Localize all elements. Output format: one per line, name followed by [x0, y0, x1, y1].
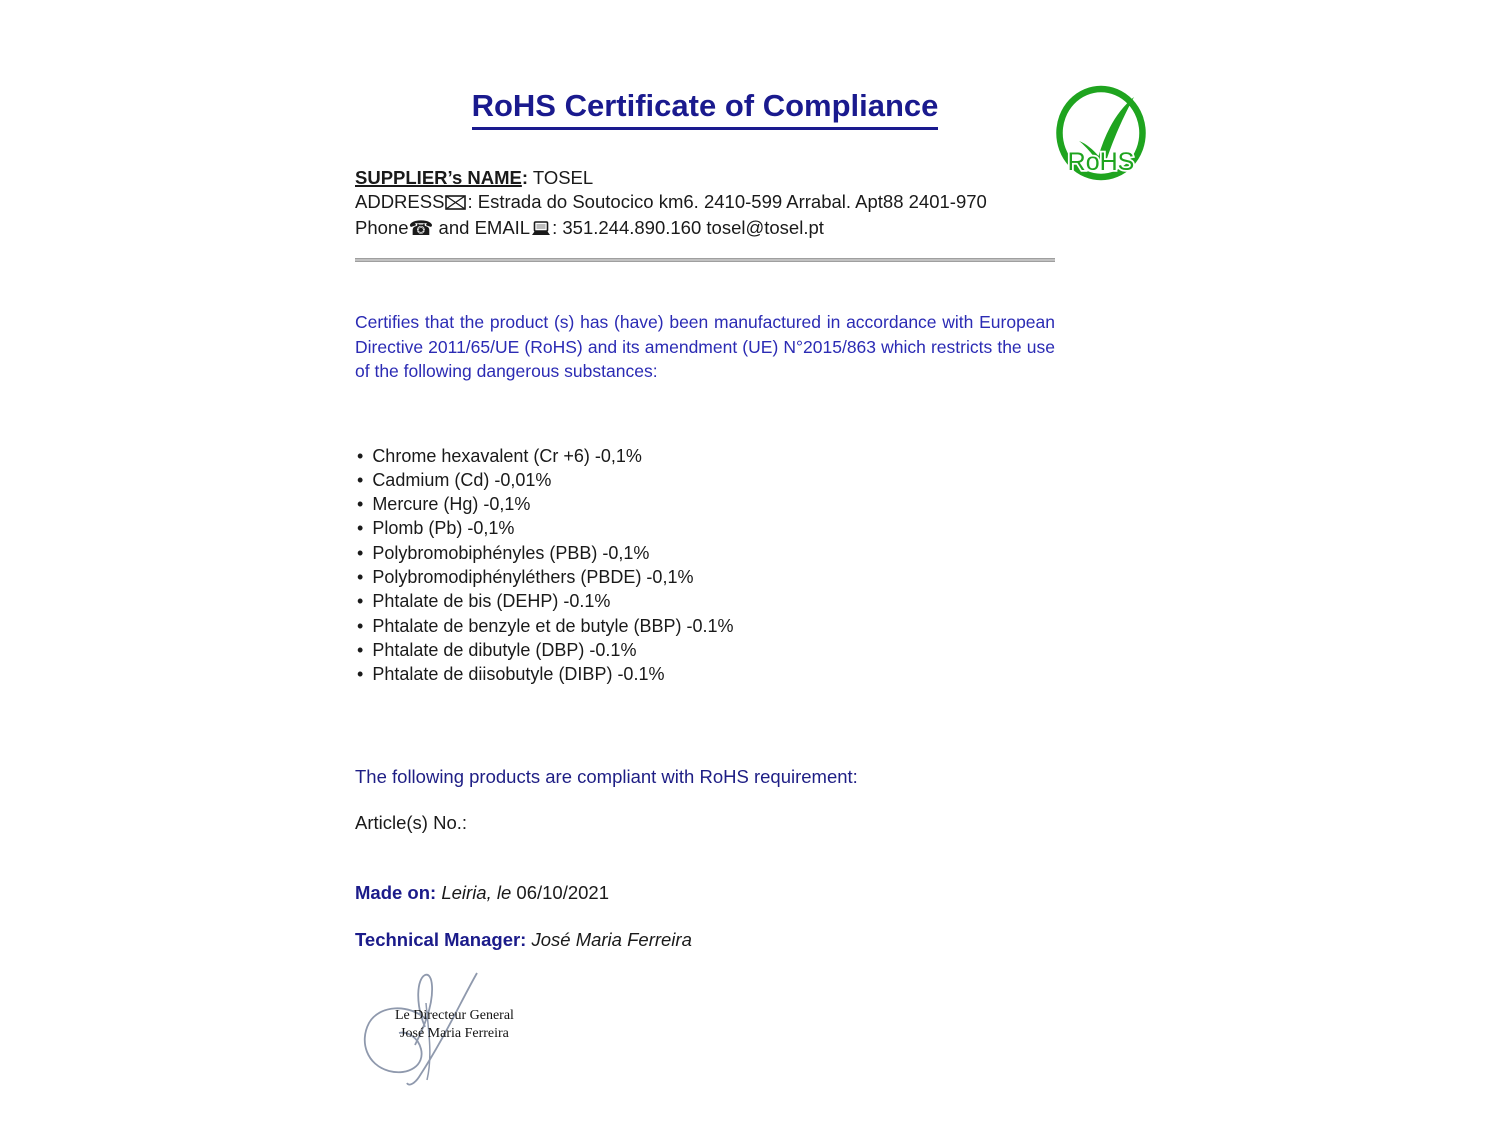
- substance-item: • Cadmium (Cd) -0,01%: [357, 468, 1055, 492]
- telephone-icon: ☎: [408, 218, 434, 240]
- signature-area: [355, 965, 1055, 1115]
- signature-text: [395, 1007, 514, 1043]
- signature-name: José Maria Ferreira: [400, 1026, 509, 1042]
- computer-icon: [531, 218, 551, 242]
- made-on-place: Leiria, le: [436, 882, 512, 904]
- substances-list: [357, 444, 1055, 687]
- section-divider: [355, 258, 1055, 262]
- made-on-date: 06/10/2021: [511, 882, 610, 904]
- supplier-name-line: [355, 166, 1055, 190]
- substance-item: • Phtalate de benzyle et de butyle (BBP) -0.1%: [357, 614, 1055, 638]
- envelope-icon: [445, 192, 466, 216]
- address-value: : Estrada do Soutocico km6. 2410-599 Arrabal. Apt88 2401-970: [467, 191, 987, 212]
- substance-item: • Phtalate de bis (DEHP) -0.1%: [357, 589, 1055, 613]
- technical-manager-name: José Maria Ferreira: [526, 929, 692, 951]
- phone-label: Phone: [355, 217, 409, 238]
- substance-item: • Mercure (Hg) -0,1%: [357, 492, 1055, 516]
- substance-item: • Chrome hexavalent (Cr +6) -0,1%: [357, 444, 1055, 468]
- rohs-logo: [1053, 84, 1149, 187]
- address-label: ADDRESS: [355, 191, 445, 212]
- rohs-check-circle-icon: [1053, 84, 1149, 182]
- and-email-label: and EMAIL: [433, 217, 531, 238]
- compliance-statement: The following products are compliant with RoHS requirement:: [355, 766, 858, 788]
- signature-title: Le Directeur General: [395, 1008, 514, 1024]
- supplier-name-value: TOSEL: [528, 167, 594, 188]
- substance-item: • Phtalate de dibutyle (DBP) -0.1%: [357, 638, 1055, 662]
- contact-value: : 351.244.890.160 tosel@tosel.pt: [552, 217, 824, 238]
- certification-paragraph: Certifies that the product (s) has (have) been manufactured in accordance with European Directive 2011/65/UE (RoHS) and its amendment (UE) N°2015/863 which restricts the use of the following dangerous substances:: [355, 312, 1055, 381]
- supplier-name-label: SUPPLIER’s NAME: [355, 167, 522, 188]
- made-on-line: [355, 882, 1055, 904]
- supplier-address-line: [355, 190, 1055, 216]
- substance-item: • Phtalate de diisobutyle (DIBP) -0.1%: [357, 662, 1055, 686]
- supplier-contact-line: [355, 216, 1055, 242]
- substance-item: • Plomb (Pb) -0,1%: [357, 516, 1055, 540]
- rohs-logo-label: RoHS: [1067, 148, 1135, 176]
- document-content: [355, 0, 1055, 1115]
- made-on-label: Made on:: [355, 882, 437, 904]
- supplier-block: [355, 166, 1055, 242]
- technical-manager-line: [355, 929, 1055, 951]
- supplier-name-colon: :: [521, 167, 529, 188]
- articles-label: Article(s) No.:: [355, 812, 468, 834]
- technical-manager-label: Technical Manager:: [355, 929, 527, 951]
- substance-item: • Polybromobiphényles (PBB) -0,1%: [357, 541, 1055, 565]
- substance-item: • Polybromodiphényléthers (PBDE) -0,1%: [357, 565, 1055, 589]
- page-title: RoHS Certificate of Compliance: [472, 88, 939, 130]
